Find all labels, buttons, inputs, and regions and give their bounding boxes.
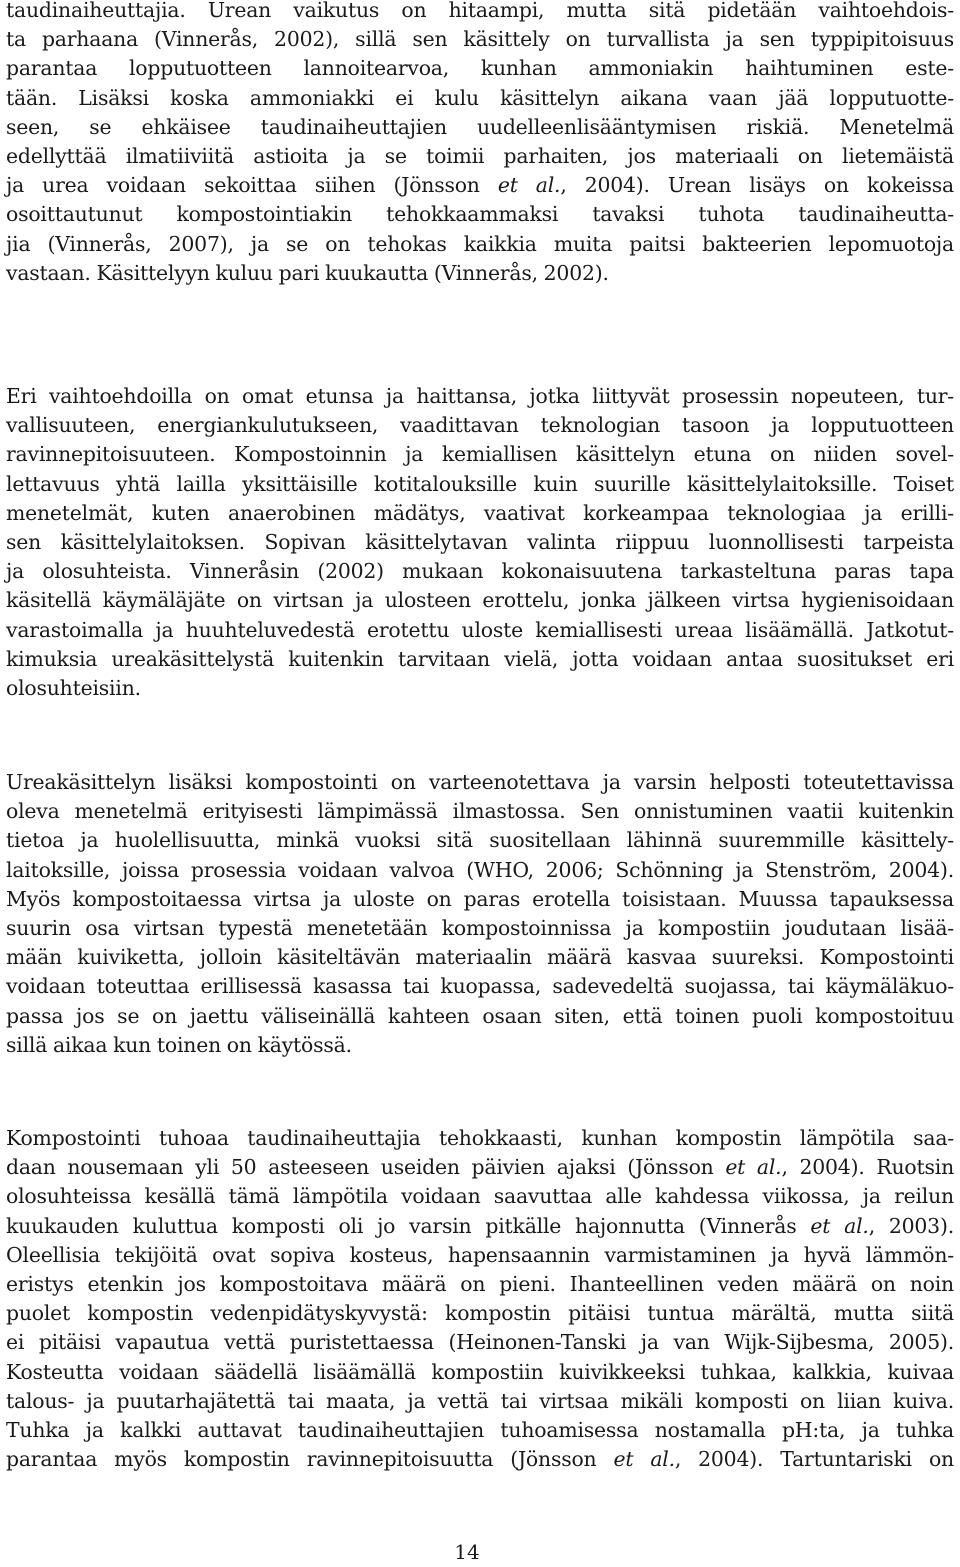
text-line: laitoksille, joissa prosessia voidaan valvoa (WHO, 2006; Schönning ja Stenström, 2004).: [6, 857, 954, 882]
text-line: puolet kompostin vedenpidätyskyvystä: kompostin pitäisi tuntua märältä, mutta siitä: [6, 1301, 954, 1326]
text-line: Kompostointi tuhoaa taudinaiheuttajia tehokkaasti, kunhan kompostin lämpötila saa-: [6, 1126, 954, 1150]
paragraph-composting: [6, 768, 954, 1060]
text-line: voidaan toteuttaa erillisessä kasassa tai kuopassa, sadevedeltä suojassa, tai käymäläkuo-: [6, 974, 954, 999]
text-line: Kosteutta voidaan säädellä lisäämällä kompostiin kuivikkeeksi tuhkaa, kalkkia, kuivaa: [6, 1359, 954, 1384]
text-line: olosuhteissa kesällä tämä lämpötila voidaan saavuttaa alle kahdessa viikossa, ja reilun: [6, 1184, 954, 1209]
text-line: suurin osa virtsan typestä menetetään kompostoinnissa ja kompostiin joudutaan lisää-: [6, 915, 954, 940]
page-number: [0, 1539, 960, 1565]
text-line: Eri vaihtoehdoilla on omat etunsa ja haittansa, jotka liittyvät prosessin nopeuteen, tur-: [6, 384, 954, 408]
text-line: taudinaiheuttajia. Urean vaikutus on hitaampi, mutta sitä pidetään vaihtoehdois-: [6, 0, 954, 22]
text-line: tietoa ja huolellisuutta, minkä vuoksi sitä suositellaan lähinnä suuremmille käsittely-: [6, 828, 954, 853]
text-line: Ureakäsittelyn lisäksi kompostointi on varteenotettava ja varsin helposti toteutettavissa: [6, 770, 954, 794]
text-line: Tuhka ja kalkki auttavat taudinaiheuttajien tuhoamisessa nostamalla pH:ta, ja tuhka: [6, 1417, 954, 1442]
paragraph-alternatives: [6, 382, 954, 703]
text-line: kuukauden kuluttua komposti oli jo varsin pitkälle hajonnutta (Vinnerås et al., 2003).: [6, 1213, 954, 1238]
text-line: parantaa myös kompostin ravinnepitoisuutta (Jönsson et al., 2004). Tartuntariski on: [6, 1447, 954, 1472]
text-line: menetelmät, kuten anaerobinen mädätys, vaativat korkeampaa teknologiaa ja erilli-: [6, 500, 954, 525]
text-line: kimuksia ureakäsittelystä kuitenkin tarvitaan vielä, jotta voidaan antaa suositukset eri: [6, 646, 954, 671]
text-line: vastaan. Käsittelyyn kuluu pari kuukautta (Vinnerås, 2002).: [6, 260, 609, 285]
text-line: osoittautunut kompostointiakin tehokkaammaksi tavaksi tuhota taudinaiheutta-: [6, 202, 954, 227]
text-line: daan nousemaan yli 50 asteeseen useiden päivien ajaksi (Jönsson et al., 2004). Ruotsin: [6, 1155, 954, 1180]
text-line: käsitellä käymäläjäte on virtsan ja ulosteen erottelu, jonka jälkeen virtsa hygienisoidaan: [6, 588, 954, 613]
paragraph-urea-treatment: [6, 0, 954, 288]
text-line: passa jos se on jaettu väliseinällä kahteen osaan siten, että toinen puoli kompostoituu: [6, 1003, 954, 1028]
text-line: vallisuuteen, energiankulutukseen, vaadittavan teknologian tasoon ja lopputuotteen: [6, 413, 954, 438]
text-line: edellyttää ilmatiiviitä astioita ja se toimii parhaiten, jos materiaali on lietemäistä: [6, 143, 954, 168]
text-line: ravinnepitoisuuteen. Kompostoinnin ja kemiallisen käsittelyn etuna on niiden sovel-: [6, 442, 954, 467]
text-line: seen, se ehkäisee taudinaiheuttajien uudelleenlisääntymisen riskiä. Menetelmä: [6, 114, 954, 139]
text-line: sillä aikaa kun toinen on käytössä.: [6, 1032, 352, 1057]
text-line: lettavuus yhtä lailla yksittäisille kotitalouksille kuin suurille käsittelylaitoksille. Toiset: [6, 471, 954, 496]
text-line: jia (Vinnerås, 2007), ja se on tehokas kaikkia muita paitsi bakteerien lepomuotoja: [6, 231, 954, 256]
text-line: ei pitäisi vapautua vettä puristettaessa (Heinonen-Tanski ja van Wijk-Sijbesma, 2005).: [6, 1330, 954, 1355]
text-line: mään kuiviketta, jolloin käsiteltävän materiaalin määrä kasvaa suureksi. Kompostointi: [6, 945, 954, 970]
text-line: eristys etenkin jos kompostoitava määrä on pieni. Ihanteellinen veden määrä on noin: [6, 1271, 954, 1296]
text-line: Oleellisia tekijöitä ovat sopiva kosteus, hapensaannin varmistaminen ja hyvä lämmön-: [6, 1242, 954, 1267]
text-line: sen käsittelylaitoksen. Sopivan käsittelytavan valinta riippuu luonnollisesti tarpeista: [6, 529, 954, 554]
text-line: ta parhaana (Vinnerås, 2002), sillä sen käsittely on turvallista ja sen typpipitoisuus: [6, 27, 954, 52]
text-line: olosuhteisiin.: [6, 675, 141, 700]
text-line: Myös kompostoitaessa virtsa ja uloste on paras erotella toisistaan. Muussa tapauksessa: [6, 886, 954, 911]
text-line: parantaa lopputuotteen lannoitearvoa, kunhan ammoniakin haihtuminen este-: [6, 56, 954, 81]
page-number-text: 14: [454, 1540, 480, 1564]
text-line: varastoimalla ja huuhteluvedestä erotettu uloste kemiallisesti ureaa lisäämällä. Jatkotut-: [6, 617, 954, 642]
text-line: ja urea voidaan sekoittaa siihen (Jönsson et al., 2004). Urean lisäys on kokeissa: [6, 173, 954, 198]
text-line: ja olosuhteista. Vinneråsin (2002) mukaan kokonaisuutena tarkasteltuna paras tapa: [6, 559, 954, 584]
text-line: talous- ja puutarhajätettä tai maata, ja vettä tai virtsaa mikäli komposti on liian kuiva.: [6, 1388, 954, 1413]
text-line: oleva menetelmä erityisesti lämpimässä ilmastossa. Sen onnistuminen vaatii kuitenkin: [6, 799, 954, 824]
text-line: tään. Lisäksi koska ammoniakki ei kulu käsittelyn aikana vaan jää lopputuotte-: [6, 85, 954, 110]
paragraph-pathogen-destruction: [6, 1124, 954, 1474]
